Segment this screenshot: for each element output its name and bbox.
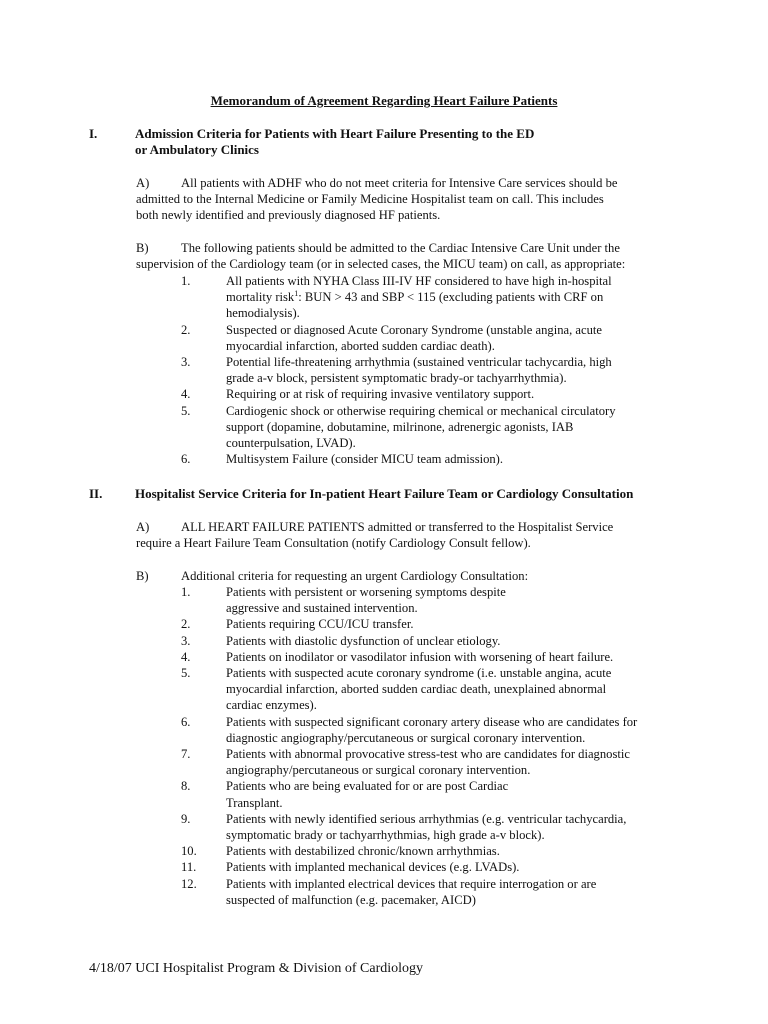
list-item-text: Patients with implanted electrical devices that require interrogation or are [226, 876, 597, 891]
list-item-text: Suspected or diagnosed Acute Coronary Syndrome (unstable angina, acute [226, 322, 602, 337]
list-item-number: 1. [181, 585, 191, 599]
list-item-text: Patients with suspected acute coronary syndrome (i.e. unstable angina, acute [226, 666, 612, 681]
list-item-number: 5. [181, 666, 191, 681]
list-item-text: Patients who are being evaluated for or are post Cardiac [226, 779, 509, 794]
list-item-text: All patients with NYHA Class III-IV HF considered to have high in-hospital [226, 274, 612, 288]
list-item-text: Multisystem Failure (consider MICU team admission). [226, 452, 504, 467]
list-item-text [226, 289, 686, 305]
list-item-number: 4. [181, 649, 191, 664]
section-1-paragraph-a [136, 175, 676, 224]
document-title: Memorandum of Agreement Regarding Heart Failure Patients [210, 93, 558, 108]
section-2-title: Hospitalist Service Criteria for In-patient Heart Failure Team or Cardiology Consultation [135, 486, 634, 501]
para-text: admitted to the Internal Medicine or Family Medicine Hospitalist team on call. This includes [136, 192, 604, 207]
list-item-text: : BUN > 43 and SBP < 115 (excluding patients with CRF on [298, 290, 604, 305]
list-item [0, 633, 768, 649]
list-item-text: Patients with persistent or worsening symptoms despite [226, 585, 506, 599]
list-item [0, 778, 768, 810]
list-item-text: grade a-v block, persistent symptomatic brady-or tachyarrhythmia). [226, 371, 567, 386]
list-item-text: Patients with abnormal provocative stress-test who are candidates for diagnostic [226, 747, 630, 762]
list-item-text: Patients with destabilized chronic/known arrhythmias. [226, 844, 500, 859]
list-item [0, 322, 768, 354]
section-2-list [0, 584, 768, 908]
section-2-number: II. [89, 486, 103, 501]
section-1-number: I. [89, 126, 98, 141]
list-item-text: mortality risk [226, 290, 295, 305]
list-item-number: 6. [181, 714, 191, 729]
list-item-number: 11. [181, 860, 197, 875]
list-item-text: Requiring or at risk of requiring invasive ventilatory support. [226, 387, 535, 402]
list-item-text: angiography/percutaneous or surgical coronary intervention. [226, 763, 531, 778]
list-item-text: Patients with newly identified serious arrhythmias (e.g. ventricular tachycardia, [226, 811, 627, 826]
list-item-number: 7. [181, 747, 191, 762]
list-item-text: Patients requiring CCU/ICU transfer. [226, 617, 414, 632]
list-item-text: suspected of malfunction (e.g. pacemaker, AICD) [226, 892, 476, 907]
list-item-number: 12. [181, 876, 197, 891]
section-1-title-line2: or Ambulatory Clinics [135, 142, 259, 157]
page-footer: 4/18/07 UCI Hospitalist Program & Division of Cardiology [89, 961, 424, 976]
section-2-paragraph-a [136, 519, 676, 551]
list-item [0, 665, 768, 714]
list-item-number: 3. [181, 633, 191, 648]
para-text: require a Heart Failure Team Consultation (notify Cardiology Consult fellow). [136, 536, 531, 551]
list-item-text: Cardiogenic shock or otherwise requiring chemical or mechanical circulatory [226, 403, 616, 418]
list-item-text: Patients on inodilator or vasodilator infusion with worsening of heart failure. [226, 649, 614, 664]
list-item [0, 616, 768, 632]
list-item-number: 4. [181, 387, 191, 402]
list-item [0, 859, 768, 875]
section-2-paragraph-b [136, 568, 676, 584]
section-1-title-line1: Admission Criteria for Patients with Heart Failure Presenting to the ED [135, 126, 535, 141]
section-1-list [0, 273, 768, 467]
section-1-paragraph-b [136, 240, 676, 272]
list-item [0, 403, 768, 452]
list-item-number: 2. [181, 617, 191, 632]
list-item-text: Potential life-threatening arrhythmia (sustained ventricular tachycardia, high [226, 355, 612, 370]
list-item [0, 649, 768, 665]
list-item [0, 811, 768, 843]
list-item [0, 273, 768, 322]
list-item [0, 876, 768, 908]
list-item-text: hemodialysis). [226, 306, 300, 321]
list-item [0, 386, 768, 402]
para-text: Additional criteria for requesting an urgent Cardiology Consultation: [181, 569, 529, 583]
list-item-number: 10. [181, 844, 197, 859]
list-item [0, 843, 768, 859]
list-item-number: 6. [181, 452, 191, 467]
list-item-text: diagnostic angiography/percutaneous or surgical coronary intervention. [226, 730, 586, 745]
list-item-text: support (dopamine, dobutamine, milrinone, adrenergic agonists, IAB [226, 419, 574, 434]
para-text: All patients with ADHF who do not meet criteria for Intensive Care services should be [181, 176, 618, 190]
list-item-number: 9. [181, 811, 191, 826]
list-item-text: Transplant. [226, 795, 283, 810]
list-item-text: cardiac enzymes). [226, 698, 317, 713]
para-text: both newly identified and previously diagnosed HF patients. [136, 208, 441, 223]
footnote-marker: 1 [294, 289, 299, 299]
list-item [0, 714, 768, 746]
para-letter: A) [136, 176, 150, 190]
para-text: supervision of the Cardiology team (or in selected cases, the MICU team) on call, as appropriate: [136, 257, 626, 272]
list-item-text: symptomatic brady or tachyarrhythmias, high grade a-v block). [226, 828, 545, 843]
list-item [0, 451, 768, 467]
list-item-number: 1. [181, 274, 191, 288]
list-item-text: aggressive and sustained intervention. [226, 601, 418, 616]
list-item-text: Patients with diastolic dysfunction of unclear etiology. [226, 633, 501, 648]
list-item-text: Patients with implanted mechanical devices (e.g. LVADs). [226, 860, 520, 875]
list-item-number: 8. [181, 779, 191, 794]
list-item-number: 2. [181, 322, 191, 337]
list-item-text: counterpulsation, LVAD). [226, 436, 356, 451]
list-item [0, 746, 768, 778]
list-item-text: myocardial infarction, aborted sudden cardiac death). [226, 338, 495, 353]
list-item-number: 3. [181, 355, 191, 370]
para-letter: A) [136, 520, 150, 534]
list-item-text: myocardial infarction, aborted sudden cardiac death, unexplained abnormal [226, 682, 607, 697]
list-item [0, 584, 768, 616]
para-letter: B) [136, 569, 149, 583]
list-item-number: 5. [181, 403, 191, 418]
list-item [0, 354, 768, 386]
list-item-text: Patients with suspected significant coronary artery disease who are candidates for [226, 714, 638, 729]
para-text: The following patients should be admitted to the Cardiac Intensive Care Unit under the [181, 241, 620, 255]
para-letter: B) [136, 241, 149, 255]
para-text: ALL HEART FAILURE PATIENTS admitted or transferred to the Hospitalist Service [181, 520, 614, 534]
